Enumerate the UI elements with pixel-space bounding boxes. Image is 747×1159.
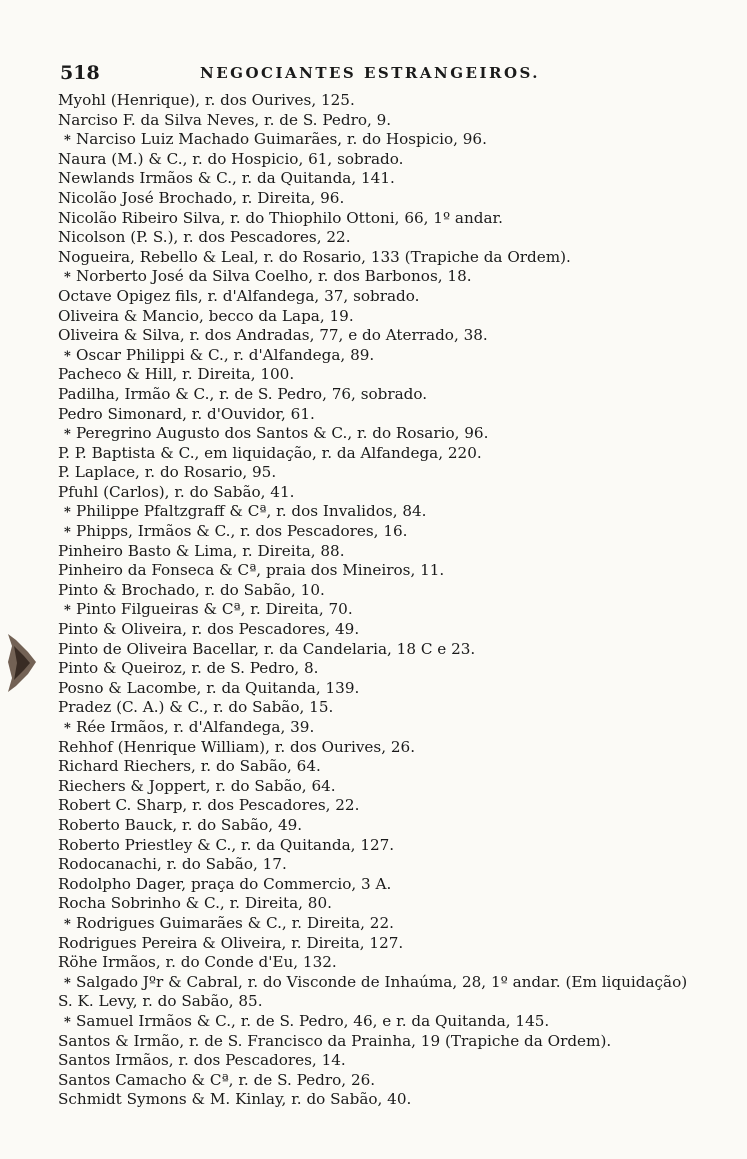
- asterisk-marker: *: [64, 603, 71, 619]
- entry-text: P. Laplace, r. do Rosario, 95.: [58, 463, 277, 482]
- entry-text: Samuel Irmãos & C., r. de S. Pedro, 46, e r. da Quitanda, 145.: [76, 1011, 550, 1030]
- list-item: [58, 169, 718, 189]
- entry-text: Octave Opigez fils, r. d'Alfandega, 37, sobrado.: [58, 286, 420, 305]
- list-item: [58, 248, 718, 268]
- list-item: [58, 228, 718, 248]
- list-item: [58, 444, 718, 464]
- list-item: [58, 111, 718, 131]
- entry-text: Nicolson (P. S.), r. dos Pescadores, 22.: [58, 228, 351, 247]
- entry-text: Oscar Philippi & C., r. d'Alfandega, 89.: [76, 345, 375, 364]
- list-item: [58, 777, 718, 797]
- entry-text: Posno & Lacombe, r. da Quitanda, 139.: [58, 678, 360, 697]
- list-item: [58, 561, 718, 581]
- entry-text: Narciso Luiz Machado Guimarães, r. do Hospicio, 96.: [76, 130, 487, 149]
- entry-text: Rocha Sobrinho & C., r. Direita, 80.: [58, 894, 332, 913]
- list-item: [58, 189, 718, 209]
- list-item: [58, 855, 718, 875]
- entry-text: Rodrigues Pereira & Oliveira, r. Direita, 127.: [58, 933, 404, 952]
- list-item: [58, 326, 718, 346]
- entry-text: Oliveira & Mancio, becco da Lapa, 19.: [58, 306, 354, 325]
- entry-text: Pacheco & Hill, r. Direita, 100.: [58, 365, 295, 384]
- list-item: [58, 738, 718, 758]
- list-item: [58, 581, 718, 601]
- list-item: [58, 600, 718, 620]
- list-item: [58, 973, 718, 993]
- list-item: [58, 1090, 718, 1110]
- list-item: [58, 502, 718, 522]
- list-item: [58, 718, 718, 738]
- entry-text: Rodolpho Dager, praça do Commercio, 3 A.: [58, 874, 392, 893]
- list-item: [58, 934, 718, 954]
- list-item: [58, 757, 718, 777]
- entry-text: Rée Irmãos, r. d'Alfandega, 39.: [76, 718, 315, 736]
- asterisk-marker: *: [64, 133, 71, 149]
- entry-text: Pinheiro da Fonseca & Cª, praia dos Mineiros, 11.: [58, 561, 445, 580]
- running-head: NEGOCIANTES ESTRANGEIROS.: [200, 64, 541, 82]
- asterisk-marker: *: [64, 975, 71, 991]
- asterisk-marker: *: [64, 270, 71, 286]
- page-header: [60, 62, 620, 86]
- entry-text: Philippe Pfaltzgraff & Cª, r. dos Invalidos, 84.: [76, 502, 427, 521]
- entry-text: Rodrigues Guimarães & C., r. Direita, 22.: [76, 913, 394, 932]
- list-item: [58, 992, 718, 1012]
- asterisk-marker: *: [64, 1014, 71, 1030]
- library-stamp-mark: [4, 632, 40, 694]
- list-item: [58, 287, 718, 307]
- entry-text: Peregrino Augusto dos Santos & C., r. do Rosario, 96.: [76, 424, 489, 443]
- list-item: [58, 542, 718, 562]
- entry-text: Riechers & Joppert, r. do Sabão, 64.: [58, 776, 336, 795]
- entry-text: Myohl (Henrique), r. dos Ourives, 125.: [58, 91, 355, 109]
- entry-text: Pinto & Oliveira, r. dos Pescadores, 49.: [58, 620, 360, 639]
- entry-text: Röhe Irmãos, r. do Conde d'Eu, 132.: [58, 953, 337, 972]
- list-item: [58, 365, 718, 385]
- entry-text: Schmidt Symons & M. Kinlay, r. do Sabão, 40.: [58, 1090, 412, 1109]
- list-item: [58, 1032, 718, 1052]
- entry-text: Pinto & Queiroz, r. de S. Pedro, 8.: [58, 659, 319, 678]
- entry-text: Pinto de Oliveira Bacellar, r. da Candelaria, 18 C e 23.: [58, 639, 476, 658]
- entry-text: Roberto Priestley & C., r. da Quitanda, 127.: [58, 835, 395, 854]
- entry-text: Narciso F. da Silva Neves, r. de S. Pedro, 9.: [58, 110, 392, 129]
- list-item: [58, 130, 718, 150]
- list-item: [58, 640, 718, 660]
- list-item: [58, 953, 718, 973]
- asterisk-marker: *: [64, 348, 71, 364]
- entry-text: Santos Camacho & Cª, r. de S. Pedro, 26.: [58, 1070, 376, 1089]
- list-item: [58, 875, 718, 895]
- entry-text: Pedro Simonard, r. d'Ouvidor, 61.: [58, 404, 315, 423]
- list-item: [58, 698, 718, 718]
- asterisk-marker: *: [64, 916, 71, 932]
- entry-text: Oliveira & Silva, r. dos Andradas, 77, e do Aterrado, 38.: [58, 326, 488, 345]
- entry-text: Nicolão Ribeiro Silva, r. do Thiophilo Ottoni, 66, 1º andar.: [58, 208, 503, 227]
- list-item: [58, 659, 718, 679]
- entry-text: Norberto José da Silva Coelho, r. dos Barbonos, 18.: [76, 267, 472, 286]
- list-item: [58, 894, 718, 914]
- directory-entries: [58, 91, 718, 1110]
- list-item: [58, 385, 718, 405]
- asterisk-marker: *: [64, 427, 71, 443]
- entry-text: Naura (M.) & C., r. do Hospicio, 61, sobrado.: [58, 149, 404, 168]
- asterisk-marker: *: [64, 721, 71, 736]
- list-item: [58, 150, 718, 170]
- entry-text: P. P. Baptista & C., em liquidação, r. da Alfandega, 220.: [58, 443, 482, 462]
- asterisk-marker: *: [64, 505, 71, 521]
- list-item: [58, 816, 718, 836]
- list-item: [58, 914, 718, 934]
- list-item: [58, 405, 718, 425]
- list-item: [58, 1071, 718, 1091]
- entry-text: Richard Riechers, r. do Sabão, 64.: [58, 757, 321, 776]
- entry-text: Pinto Filgueiras & Cª, r. Direita, 70.: [76, 600, 353, 619]
- entry-text: S. K. Levy, r. do Sabão, 85.: [58, 992, 263, 1011]
- entry-text: Salgado Jºr & Cabral, r. do Visconde de Inhaúma, 28, 1º andar. (Em liquidação): [76, 972, 688, 991]
- entry-text: Nicolão José Brochado, r. Direita, 96.: [58, 188, 345, 207]
- entry-text: Pinheiro Basto & Lima, r. Direita, 88.: [58, 541, 345, 560]
- list-item: [58, 522, 718, 542]
- list-item: [58, 424, 718, 444]
- entry-text: Pfuhl (Carlos), r. do Sabão, 41.: [58, 482, 295, 501]
- entry-text: Roberto Bauck, r. do Sabão, 49.: [58, 815, 303, 834]
- list-item: [58, 463, 718, 483]
- entry-text: Robert C. Sharp, r. dos Pescadores, 22.: [58, 796, 360, 815]
- list-item: [58, 267, 718, 287]
- entry-text: Rehhof (Henrique William), r. dos Ourives, 26.: [58, 737, 416, 756]
- list-item: [58, 209, 718, 229]
- entry-text: Pinto & Brochado, r. do Sabão, 10.: [58, 580, 325, 599]
- entry-text: Phipps, Irmãos & C., r. dos Pescadores, 16.: [76, 522, 408, 541]
- list-item: [58, 796, 718, 816]
- entry-text: Nogueira, Rebello & Leal, r. do Rosario, 133 (Trapiche da Ordem).: [58, 247, 571, 266]
- list-item: [58, 620, 718, 640]
- page-number: 518: [60, 62, 100, 84]
- list-item: [58, 307, 718, 327]
- entry-text: Padilha, Irmão & C., r. de S. Pedro, 76, sobrado.: [58, 384, 428, 403]
- list-item: [58, 483, 718, 503]
- entry-text: Santos Irmãos, r. dos Pescadores, 14.: [58, 1051, 346, 1070]
- entry-text: Rodocanachi, r. do Sabão, 17.: [58, 855, 287, 874]
- list-item: [58, 836, 718, 856]
- asterisk-marker: *: [64, 525, 71, 541]
- list-item: [58, 679, 718, 699]
- list-item: [58, 1012, 718, 1032]
- entry-text: Pradez (C. A.) & C., r. do Sabão, 15.: [58, 698, 334, 717]
- list-item: [58, 91, 718, 111]
- entry-text: Newlands Irmãos & C., r. da Quitanda, 141.: [58, 169, 395, 188]
- list-item: [58, 346, 718, 366]
- list-item: [58, 1051, 718, 1071]
- entry-text: Santos & Irmão, r. de S. Francisco da Prainha, 19 (Trapiche da Ordem).: [58, 1031, 612, 1050]
